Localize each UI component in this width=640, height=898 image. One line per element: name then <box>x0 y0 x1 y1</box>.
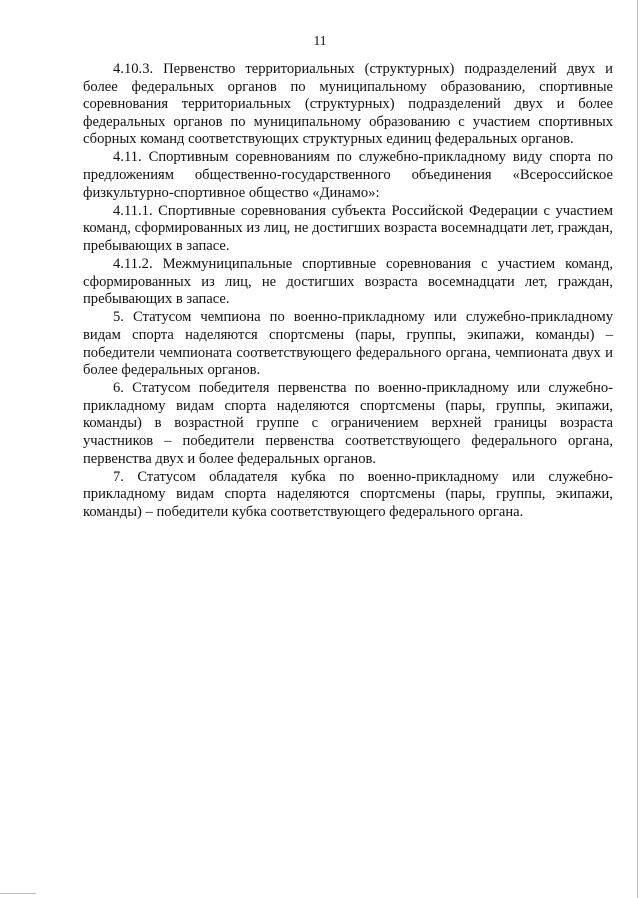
scan-edge-right <box>637 0 638 898</box>
paragraph-4-11-1: 4.11.1. Спортивные соревнования субъекта Российской Федерации с участием команд, сформированных из лиц, не достигших возраста восемнадцати лет, граждан, пребывающих в запасе. <box>83 202 613 254</box>
paragraph-4-11: 4.11. Спортивным соревнованиям по служебно-прикладному виду спорта по предложениям общественно-государственного объединения «Всероссийское физкультурно-спортивное общество «Динамо»: <box>83 149 613 201</box>
paragraph-4-10-3: 4.10.3. Первенство территориальных (структурных) подразделений двух и более федеральных органов по муниципальному образованию, спортивные соревнования территориальных (структурных) подразделений двух и более федеральных органов по муниципальному образованию с участием спортивных сборных команд соответствующих структурных единиц федеральных органов. <box>83 61 613 148</box>
page-number: 11 <box>313 33 327 48</box>
paragraph-7: 7. Статусом обладателя кубка по военно-прикладному или служебно-прикладному видам спорта наделяются спортсмены (пары, группы, экипажи, команды) – победители кубка соответствующего федерального органа. <box>83 468 613 520</box>
scan-edge-bottom <box>0 893 36 894</box>
paragraph-4-11-2: 4.11.2. Межмуниципальные спортивные соревнования с участием команд, сформированных из лиц, не достигших возраста восемнадцати лет, граждан, пребывающих в запасе. <box>83 256 613 308</box>
paragraph-5: 5. Статусом чемпиона по военно-прикладному или служебно-прикладному видам спорта наделяются спортсмены (пары, группы, экипажи, команды) – победители чемпионата соответствующего федерального органа, чемпионата двух и более федеральных органов. <box>83 309 613 379</box>
document-body <box>83 61 613 522</box>
paragraph-6: 6. Статусом победителя первенства по военно-прикладному или служебно-прикладному видам спорта наделяются спортсмены (пары, группы, экипажи, команды) в возрастной группе с ограничением верхней границы возраста участников – победители первенства соответствующего федерального органа, первенства двух и более федеральных органов. <box>83 380 613 467</box>
